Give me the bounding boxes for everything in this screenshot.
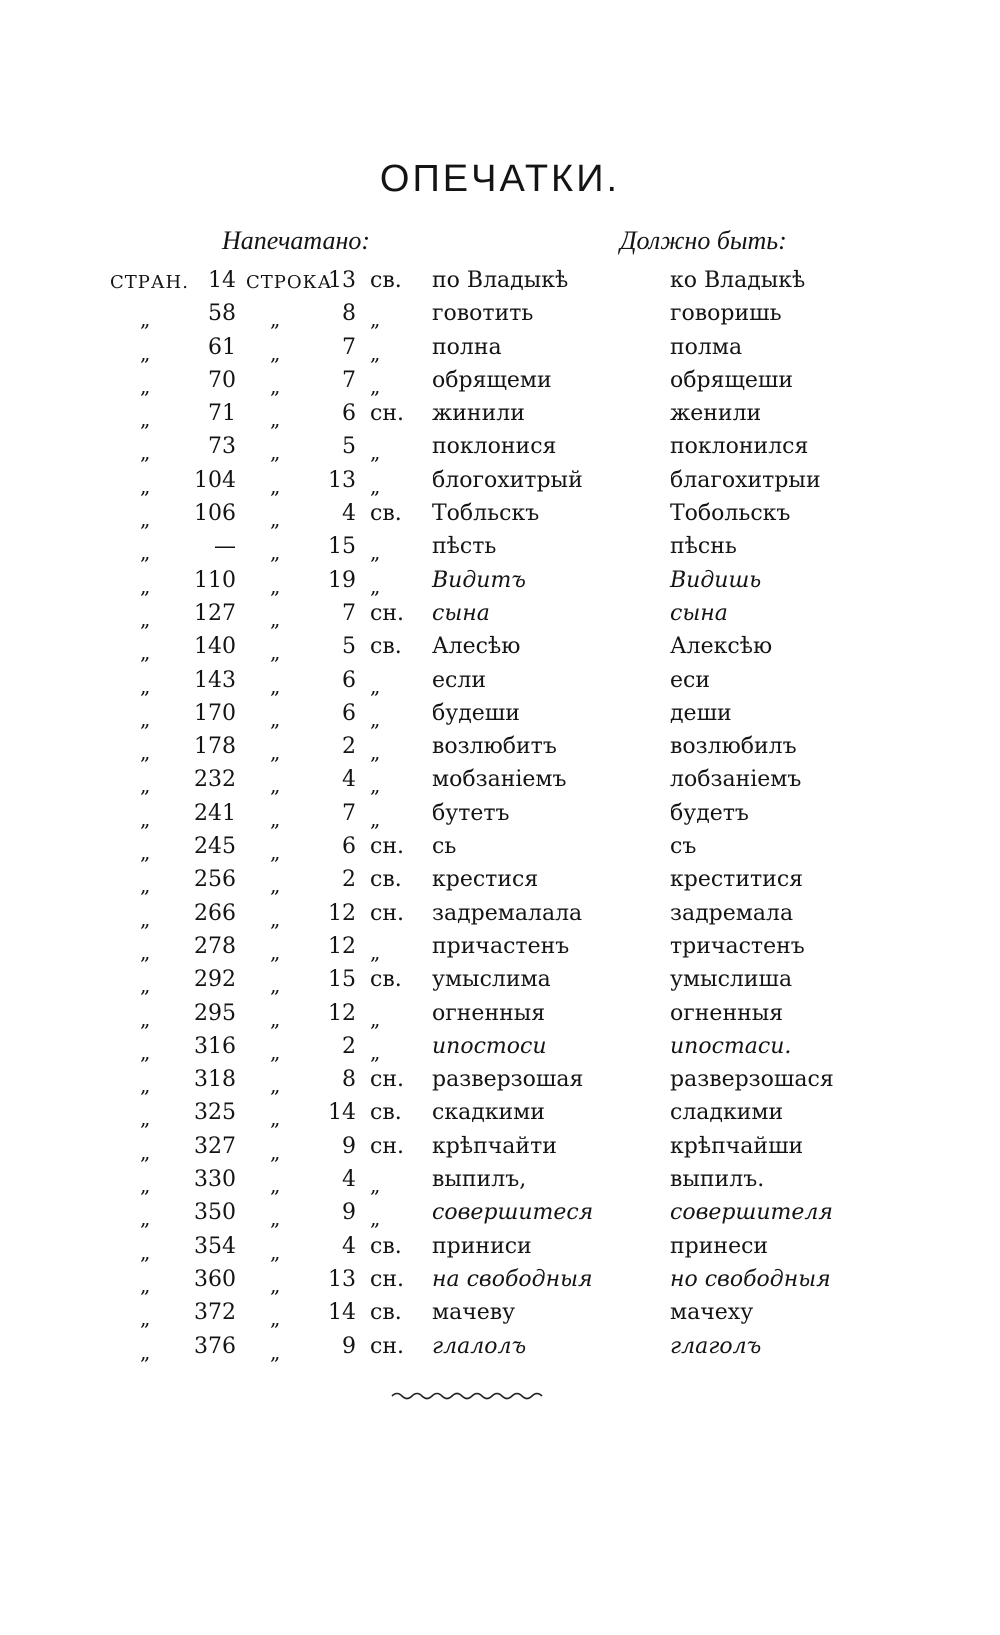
header-correct: Должно быть:: [620, 226, 787, 255]
printed-text: совершитеся: [432, 1200, 594, 1226]
line-number: 7: [342, 800, 356, 826]
printed-text: на свободныя: [432, 1266, 593, 1292]
printed-text: Алесѣю: [432, 634, 521, 660]
line-number: 13: [328, 467, 356, 493]
line-direction: св.: [370, 967, 402, 993]
line-number: 2: [342, 734, 356, 760]
table-row: [0, 534, 1000, 567]
correct-text: ипостаси.: [670, 1033, 792, 1059]
line-direction: сн.: [370, 1133, 404, 1159]
line-direction: св.: [370, 1233, 402, 1259]
ditto-page-label: „: [140, 740, 152, 765]
line-number: 9: [342, 1200, 356, 1226]
line-number: 4: [342, 767, 356, 793]
table-row: [0, 767, 1000, 800]
page-number: 278: [194, 933, 236, 959]
line-direction: сн.: [370, 1333, 404, 1359]
line-direction: сн.: [370, 401, 404, 427]
line-direction: св.: [370, 501, 402, 527]
page-number: 127: [194, 600, 236, 626]
table-row: [0, 268, 1000, 301]
correct-text: ко Владыкѣ: [670, 268, 806, 293]
correct-text: огненныя: [670, 1000, 784, 1026]
printed-text: сына: [432, 600, 490, 626]
line-number: 8: [342, 1067, 356, 1093]
page-number: 245: [194, 834, 236, 860]
line-number: 14: [328, 1300, 356, 1326]
line-direction: св.: [370, 867, 402, 893]
ditto-page-label: „: [140, 1239, 152, 1264]
printed-text: причастенъ: [432, 933, 570, 959]
line-number: 12: [328, 1000, 356, 1026]
ornament-divider: [390, 1390, 550, 1404]
line-direction: сн.: [370, 600, 404, 626]
table-row: [0, 501, 1000, 534]
correct-text: обрящеши: [670, 367, 794, 393]
line-number: 4: [342, 501, 356, 527]
page-number: 316: [194, 1033, 236, 1059]
printed-text: пѣсть: [432, 534, 497, 560]
printed-text: скадкими: [432, 1100, 545, 1126]
line-number: 9: [342, 1133, 356, 1159]
ditto-page-label: „: [140, 1272, 152, 1297]
correct-text: говоришь: [670, 301, 782, 327]
correct-text: съ: [670, 834, 697, 860]
printed-text: разверзошая: [432, 1067, 584, 1093]
line-number: 15: [328, 534, 356, 560]
page-number: 170: [194, 700, 236, 726]
line-direction: „: [370, 540, 381, 565]
line-number: 14: [328, 1100, 356, 1126]
line-number: 9: [342, 1333, 356, 1359]
table-row: [0, 368, 1000, 401]
table-row: [0, 734, 1000, 767]
line-number: 13: [328, 1266, 356, 1292]
line-number: 15: [328, 967, 356, 993]
correct-text: благохитрыи: [670, 467, 821, 493]
ditto-line-label: „: [270, 606, 282, 631]
line-number: 7: [342, 334, 356, 360]
printed-text: мобзаніемъ: [432, 767, 567, 793]
line-direction: „: [370, 806, 381, 831]
ditto-line-label: „: [270, 440, 282, 465]
ditto-page-label: „: [140, 573, 152, 598]
ditto-line-label: „: [270, 773, 282, 798]
line-number: 19: [328, 567, 356, 593]
table-row: [0, 1200, 1000, 1233]
ditto-line-label: „: [270, 1106, 282, 1131]
ditto-line-label: „: [270, 939, 282, 964]
ditto-page-label: „: [140, 873, 152, 898]
ditto-page-label: „: [140, 540, 152, 565]
ditto-line-label: „: [270, 507, 282, 532]
page-label: СТРАН.: [110, 272, 189, 293]
ditto-line-label: „: [270, 1173, 282, 1198]
page-number: 58: [208, 301, 236, 327]
page-number: 372: [194, 1300, 236, 1326]
ditto-line-label: „: [270, 840, 282, 865]
printed-text: блогохитрый: [432, 467, 583, 493]
line-direction: „: [370, 773, 381, 798]
correct-text: задремала: [670, 900, 794, 926]
page-number: 110: [194, 567, 236, 593]
correct-text: совершителя: [670, 1200, 833, 1226]
line-direction: „: [370, 706, 381, 731]
line-direction: сн.: [370, 1266, 404, 1292]
page-number: 325: [194, 1100, 236, 1126]
ditto-page-label: „: [140, 1206, 152, 1231]
page-number: 256: [194, 867, 236, 893]
ditto-page-label: „: [140, 1106, 152, 1131]
correct-text: глаголъ: [670, 1333, 762, 1359]
ditto-line-label: „: [270, 373, 282, 398]
line-number: 6: [342, 834, 356, 860]
line-number: 8: [342, 301, 356, 327]
page-number: 232: [194, 767, 236, 793]
page-number: 292: [194, 967, 236, 993]
ditto-page-label: „: [140, 307, 152, 332]
page-number: 14: [208, 268, 236, 293]
ditto-page-label: „: [140, 1306, 152, 1331]
ditto-line-label: „: [270, 1339, 282, 1364]
ditto-page-label: „: [140, 773, 152, 798]
ditto-page-label: „: [140, 706, 152, 731]
page-number: 106: [194, 501, 236, 527]
page-number: 295: [194, 1000, 236, 1026]
header-printed: Напечатано:: [222, 226, 371, 255]
line-direction: „: [370, 307, 381, 332]
line-direction: „: [370, 373, 381, 398]
ditto-line-label: „: [270, 307, 282, 332]
ditto-page-label: „: [140, 939, 152, 964]
printed-text: крѣпчайти: [432, 1133, 557, 1159]
printed-text: огненныя: [432, 1000, 546, 1026]
line-direction: сн.: [370, 900, 404, 926]
table-row: [0, 1234, 1000, 1267]
ditto-page-label: „: [140, 473, 152, 498]
page-number: 178: [194, 734, 236, 760]
page-number: 143: [194, 667, 236, 693]
ditto-page-label: „: [140, 507, 152, 532]
printed-text: умыслима: [432, 967, 551, 993]
page-number: 140: [194, 634, 236, 660]
ditto-line-label: „: [270, 1039, 282, 1064]
printed-text: бутетъ: [432, 800, 510, 826]
ditto-page-label: „: [140, 373, 152, 398]
ditto-page-label: „: [140, 640, 152, 665]
line-number: 6: [342, 667, 356, 693]
correct-text: мачеху: [670, 1300, 754, 1326]
line-direction: сн.: [370, 1067, 404, 1093]
printed-text: говотить: [432, 301, 534, 327]
line-direction: „: [370, 1206, 381, 1231]
table-row: [0, 1034, 1000, 1067]
table-row: [0, 1067, 1000, 1100]
line-direction: „: [370, 473, 381, 498]
line-direction: „: [370, 1006, 381, 1031]
table-row: [0, 1167, 1000, 1200]
correct-text: полма: [670, 334, 743, 360]
correct-text: разверзошася: [670, 1067, 834, 1093]
line-direction: сн.: [370, 834, 404, 860]
printed-text: полна: [432, 334, 502, 360]
table-row: [0, 1334, 1000, 1367]
printed-text: ипостоси: [432, 1033, 547, 1059]
ditto-page-label: „: [140, 440, 152, 465]
printed-text: приниси: [432, 1233, 532, 1259]
printed-text: выпилъ,: [432, 1167, 527, 1193]
ditto-line-label: „: [270, 873, 282, 898]
page-number: 376: [194, 1333, 236, 1359]
line-number: 4: [342, 1233, 356, 1259]
line-number: 4: [342, 1167, 356, 1193]
ditto-line-label: „: [270, 640, 282, 665]
table-row: [0, 1134, 1000, 1167]
page-number: 350: [194, 1200, 236, 1226]
table-row: [0, 668, 1000, 701]
table-row: [0, 967, 1000, 1000]
table-row: [0, 701, 1000, 734]
line-direction: св.: [370, 268, 402, 293]
ditto-page-label: „: [140, 1139, 152, 1164]
line-number: 6: [342, 700, 356, 726]
ditto-page-label: „: [140, 973, 152, 998]
ditto-line-label: „: [270, 473, 282, 498]
ditto-line-label: „: [270, 340, 282, 365]
page-number: 241: [194, 800, 236, 826]
correct-text: креститися: [670, 867, 804, 893]
page-number: 354: [194, 1233, 236, 1259]
table-row: [0, 867, 1000, 900]
ditto-line-label: „: [270, 1306, 282, 1331]
table-row: [0, 301, 1000, 334]
correct-text: принеси: [670, 1233, 769, 1259]
line-number: 7: [342, 367, 356, 393]
line-direction: св.: [370, 1300, 402, 1326]
line-number: 5: [342, 434, 356, 460]
correct-text: сына: [670, 600, 728, 626]
ditto-page-label: „: [140, 1006, 152, 1031]
line-direction: „: [370, 939, 381, 964]
line-label: СТРОКА: [246, 272, 333, 293]
printed-text: Видитъ: [432, 567, 526, 593]
page-number: 61: [208, 334, 236, 360]
ditto-line-label: „: [270, 1073, 282, 1098]
ditto-line-label: „: [270, 706, 282, 731]
printed-text: жинили: [432, 401, 525, 427]
ditto-page-label: „: [140, 1073, 152, 1098]
table-row: [0, 601, 1000, 634]
ditto-page-label: „: [140, 840, 152, 865]
correct-text: возлюбилъ: [670, 734, 797, 760]
correct-text: тричастенъ: [670, 933, 805, 959]
correct-text: Видишь: [670, 567, 762, 593]
correct-text: выпилъ.: [670, 1167, 765, 1193]
ditto-line-label: „: [270, 1272, 282, 1297]
ditto-line-label: „: [270, 806, 282, 831]
printed-text: обрящеми: [432, 367, 552, 393]
errata-table: [0, 268, 1000, 1367]
table-row: [0, 568, 1000, 601]
correct-text: но свободныя: [670, 1266, 831, 1292]
table-row: [0, 634, 1000, 667]
printed-text: задремалала: [432, 900, 583, 926]
correct-text: Алексѣю: [670, 634, 773, 660]
table-row: [0, 468, 1000, 501]
table-row: [0, 434, 1000, 467]
table-row: [0, 834, 1000, 867]
ditto-line-label: „: [270, 1139, 282, 1164]
line-number: 7: [342, 600, 356, 626]
page-title: ОПЕЧАТКИ.: [379, 158, 621, 200]
ditto-page-label: „: [140, 606, 152, 631]
ditto-page-label: „: [140, 906, 152, 931]
page-number: 71: [208, 401, 236, 427]
page-number: 360: [194, 1266, 236, 1292]
table-row: [0, 901, 1000, 934]
printed-text: крестися: [432, 867, 539, 893]
ditto-page-label: „: [140, 1173, 152, 1198]
ditto-line-label: „: [270, 1006, 282, 1031]
line-number: 13: [328, 268, 356, 293]
ditto-line-label: „: [270, 1239, 282, 1264]
printed-text: Тобльскъ: [432, 501, 540, 527]
ditto-page-label: „: [140, 1039, 152, 1064]
line-direction: „: [370, 340, 381, 365]
page-number: 266: [194, 900, 236, 926]
line-direction: „: [370, 573, 381, 598]
ditto-line-label: „: [270, 973, 282, 998]
table-row: [0, 1267, 1000, 1300]
ditto-page-label: „: [140, 806, 152, 831]
printed-text: глалолъ: [432, 1333, 527, 1359]
line-direction: „: [370, 1039, 381, 1064]
ditto-line-label: „: [270, 1206, 282, 1231]
line-direction: св.: [370, 634, 402, 660]
correct-text: пѣснь: [670, 534, 737, 560]
table-row: [0, 801, 1000, 834]
line-number: 2: [342, 867, 356, 893]
ditto-page-label: „: [140, 340, 152, 365]
table-row: [0, 1001, 1000, 1034]
page-number: 104: [194, 467, 236, 493]
printed-text: будеши: [432, 700, 520, 726]
ditto-page-label: „: [140, 407, 152, 432]
correct-text: сладкими: [670, 1100, 784, 1126]
correct-text: Тобольскъ: [670, 501, 791, 527]
page-number: 327: [194, 1133, 236, 1159]
correct-text: деши: [670, 700, 732, 726]
correct-text: будетъ: [670, 800, 749, 826]
line-direction: св.: [370, 1100, 402, 1126]
line-direction: „: [370, 740, 381, 765]
line-direction: „: [370, 440, 381, 465]
printed-text: по Владыкѣ: [432, 268, 569, 293]
line-number: 12: [328, 900, 356, 926]
table-row: [0, 401, 1000, 434]
line-direction: „: [370, 673, 381, 698]
ditto-line-label: „: [270, 540, 282, 565]
printed-text: сь: [432, 834, 457, 860]
line-number: 6: [342, 401, 356, 427]
ditto-line-label: „: [270, 906, 282, 931]
line-number: 2: [342, 1033, 356, 1059]
table-row: [0, 934, 1000, 967]
table-row: [0, 1100, 1000, 1133]
ditto-page-label: „: [140, 673, 152, 698]
page-number: 330: [194, 1167, 236, 1193]
page-number: —: [214, 534, 236, 560]
ditto-line-label: „: [270, 573, 282, 598]
printed-text: возлюбитъ: [432, 734, 557, 760]
table-row: [0, 1300, 1000, 1333]
page-number: 73: [208, 434, 236, 460]
ditto-line-label: „: [270, 407, 282, 432]
line-number: 12: [328, 933, 356, 959]
printed-text: поклонися: [432, 434, 557, 460]
correct-text: умыслиша: [670, 967, 793, 993]
correct-text: поклонился: [670, 434, 809, 460]
printed-text: мачеву: [432, 1300, 516, 1326]
ditto-line-label: „: [270, 673, 282, 698]
ditto-page-label: „: [140, 1339, 152, 1364]
page-number: 70: [208, 367, 236, 393]
ditto-line-label: „: [270, 740, 282, 765]
line-direction: „: [370, 1173, 381, 1198]
page-number: 318: [194, 1067, 236, 1093]
printed-text: если: [432, 667, 486, 693]
table-row: [0, 335, 1000, 368]
line-number: 5: [342, 634, 356, 660]
correct-text: женили: [670, 401, 762, 427]
correct-text: еси: [670, 667, 711, 693]
correct-text: лобзаніемъ: [670, 767, 802, 793]
correct-text: крѣпчайши: [670, 1133, 804, 1159]
